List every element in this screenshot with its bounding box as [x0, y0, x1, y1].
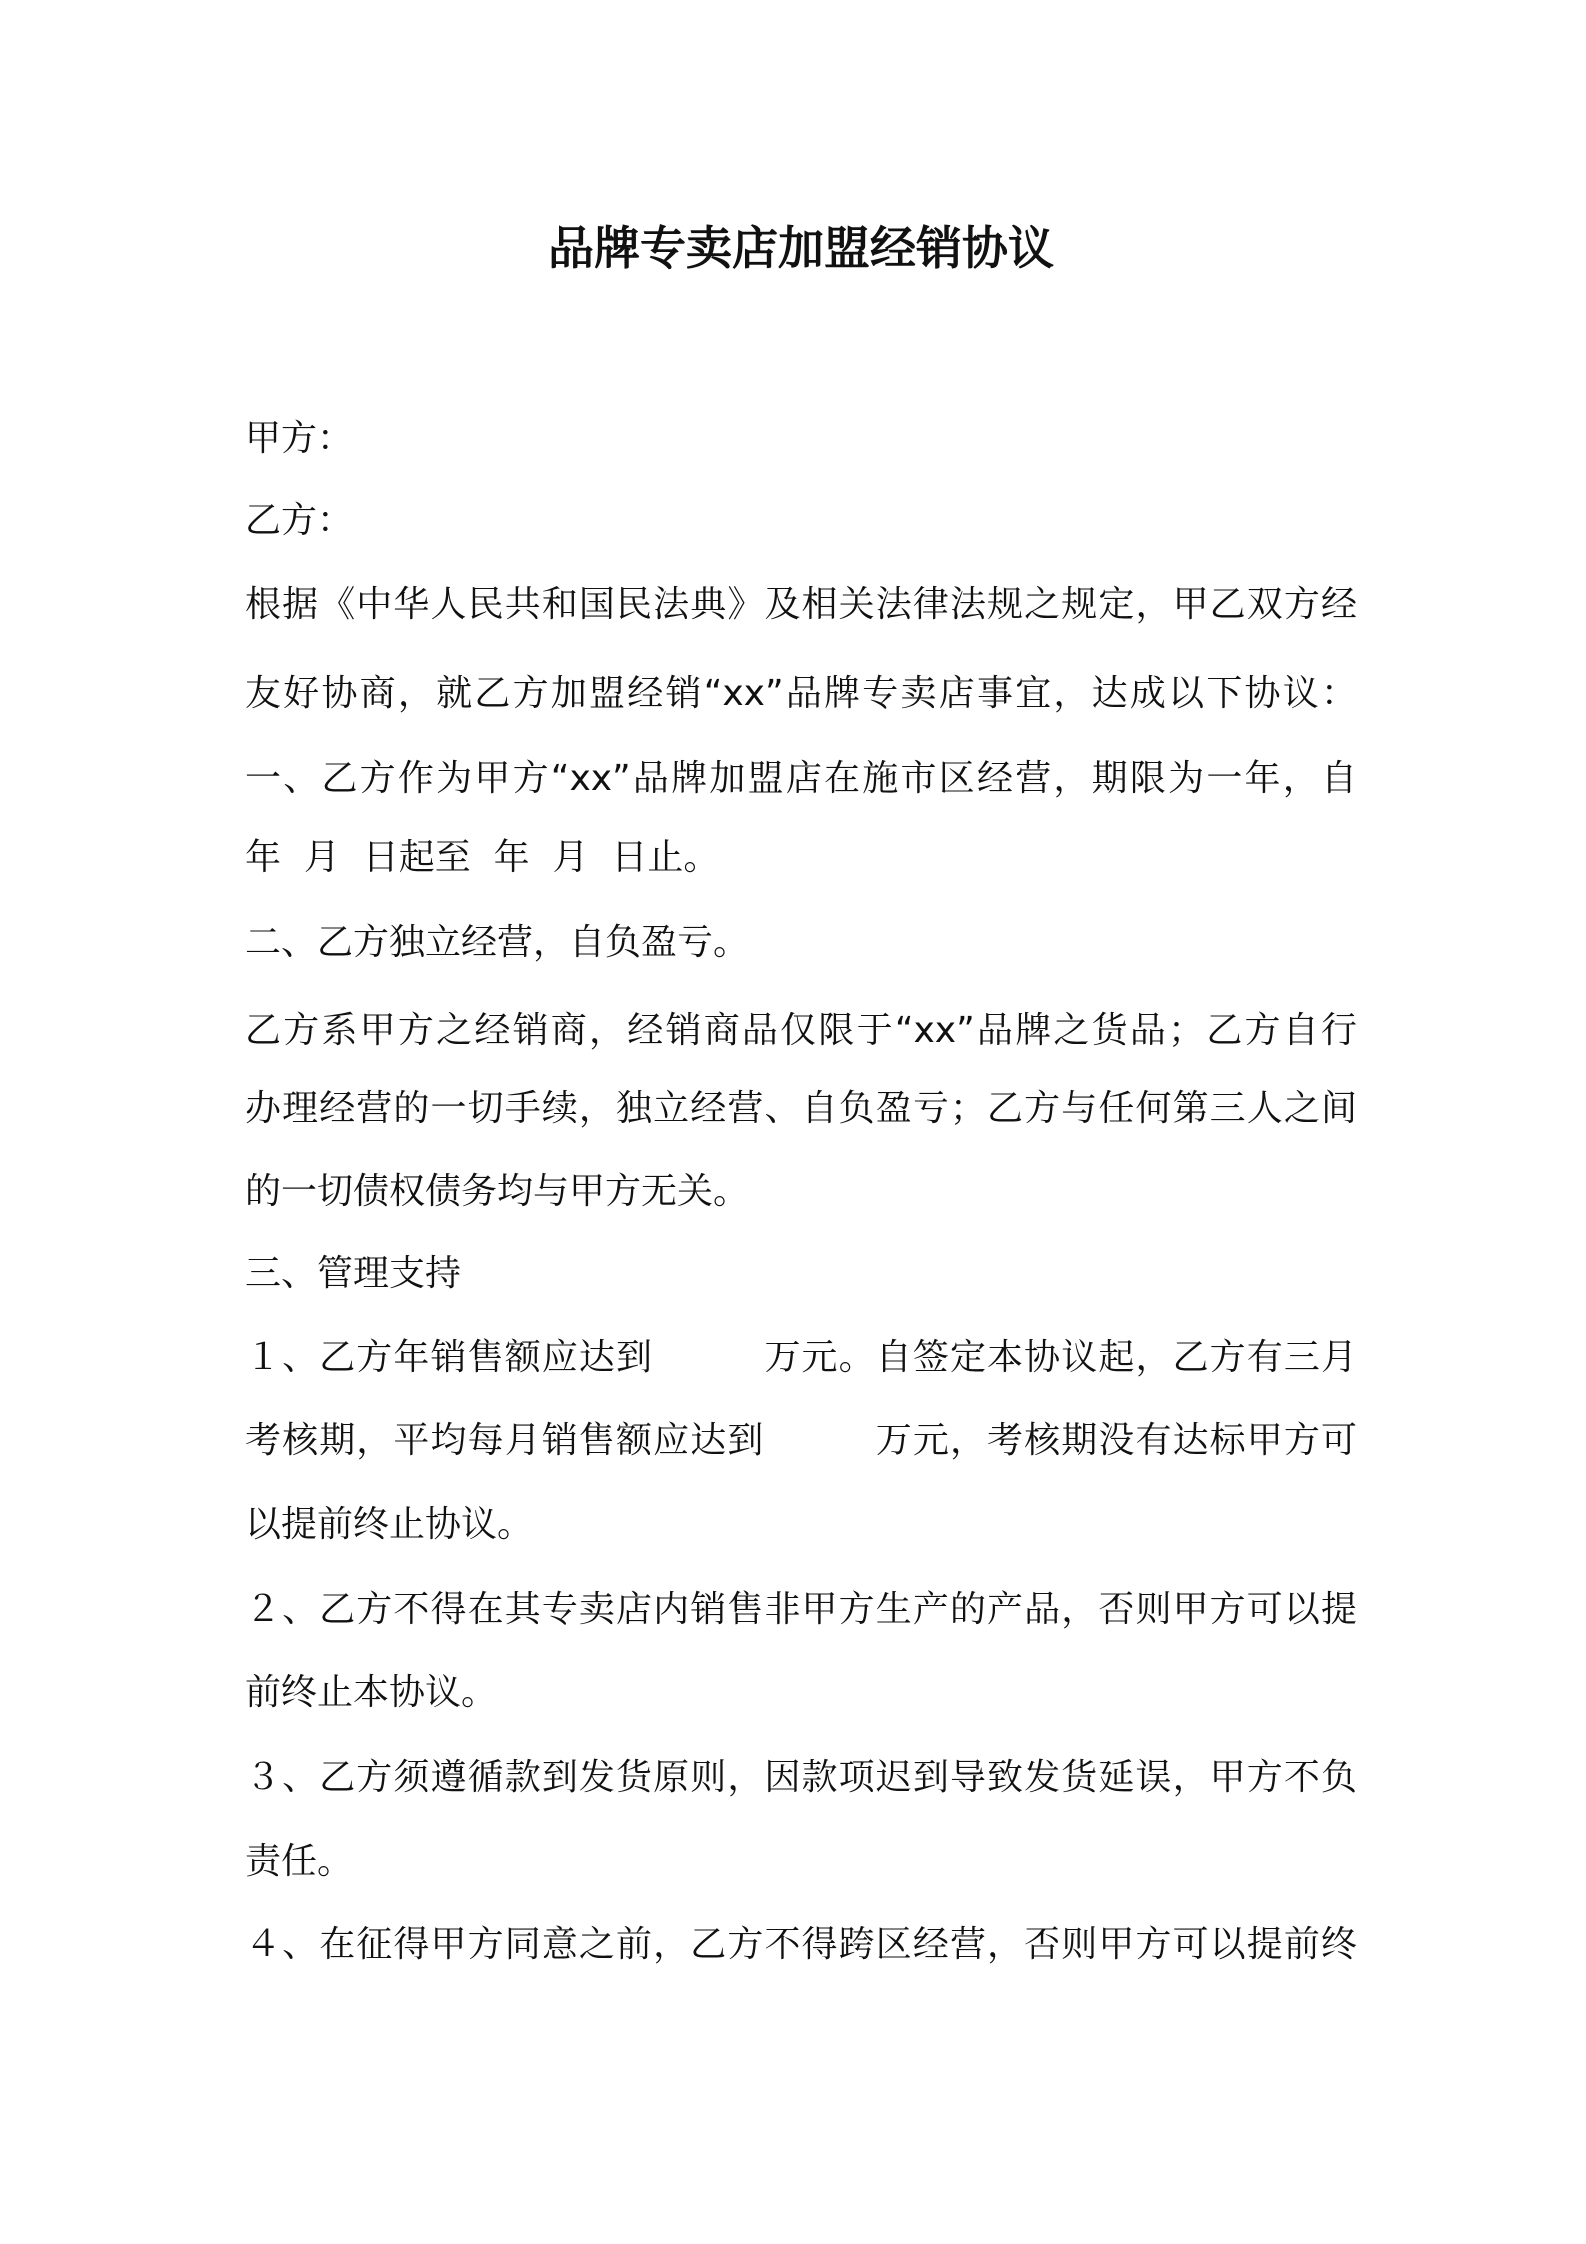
clause-3-item-1-line: １、乙方年销售额应达到 万元。自签定本协议起，乙方有三月 [245, 1337, 1357, 1378]
clause-3-item-1-line: 以提前终止协议。 [245, 1504, 534, 1545]
preamble-line: 友好协商，就乙方加盟经销“xx”品牌专卖店事宜，达成以下协议： [245, 673, 1357, 714]
preamble-line: 根据《中华人民共和国民法典》及相关法律法规之规定，甲乙双方经 [245, 584, 1357, 625]
party-b-label: 乙方： [245, 500, 354, 541]
clause-3-item-3-line: 责任。 [245, 1841, 354, 1882]
document-title: 品牌专卖店加盟经销协议 [548, 221, 1054, 275]
clause-3-heading: 三、管理支持 [245, 1253, 462, 1294]
clause-3-item-2-line: ２、乙方不得在其专卖店内销售非甲方生产的产品，否则甲方可以提 [245, 1589, 1357, 1630]
clause-2-body-line: 办理经营的一切手续，独立经营、自负盈亏；乙方与任何第三人之间 [245, 1088, 1357, 1129]
clause-2-body-line: 的一切债权债务均与甲方无关。 [245, 1171, 750, 1212]
clause-3-item-2-line: 前终止本协议。 [245, 1672, 498, 1713]
clause-2-body-line: 乙方系甲方之经销商，经销商品仅限于“xx”品牌之货品；乙方自行 [245, 1010, 1357, 1051]
clause-1-line: 年 月 日起至 年 月 日止。 [245, 837, 720, 878]
party-a-label: 甲方： [245, 418, 354, 459]
clause-2-heading: 二、乙方独立经营，自负盈亏。 [245, 922, 750, 963]
clause-3-item-4-line: ４、在征得甲方同意之前，乙方不得跨区经营，否则甲方可以提前终 [245, 1924, 1357, 1965]
clause-3-item-1-line: 考核期，平均每月销售额应达到 万元，考核期没有达标甲方可 [245, 1420, 1357, 1461]
clause-1-line: 一、乙方作为甲方“xx”品牌加盟店在施市区经营，期限为一年，自 [245, 758, 1357, 799]
clause-3-item-3-line: ３、乙方须遵循款到发货原则，因款项迟到导致发货延误，甲方不负 [245, 1757, 1357, 1798]
